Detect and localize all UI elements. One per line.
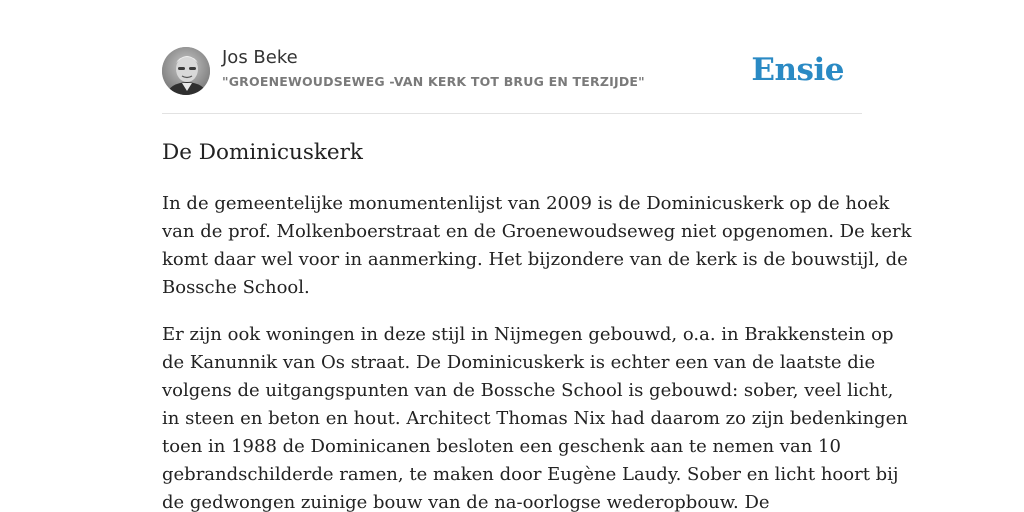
author-subtitle: "GROENEWOUDSEWEG -VAN KERK TOT BRUG EN TERZIJDE"	[222, 74, 645, 89]
paragraph	[162, 321, 908, 512]
text-line: gebrandschilderde ramen, te maken door Eugène Laudy. Sober en licht hoort bij	[162, 464, 899, 485]
divider	[162, 113, 862, 114]
brand-logo[interactable]: Ensie	[751, 52, 844, 88]
author-header	[162, 45, 862, 97]
text-line: komt daar wel voor in aanmerking. Het bijzondere van de kerk is de bouwstijl, de	[162, 249, 908, 270]
text-line: van de prof. Molkenboerstraat en de Groenewoudseweg niet opgenomen. De kerk	[162, 221, 912, 242]
text-line: Bossche School.	[162, 277, 310, 298]
text-line: de gedwongen zuinige bouw van de na-oorlogse wederopbouw. De	[162, 492, 770, 512]
article-body	[162, 190, 912, 512]
article-title: De Dominicuskerk	[162, 140, 363, 165]
author-name[interactable]: Jos Beke	[222, 47, 298, 68]
text-line: Er zijn ook woningen in deze stijl in Nijmegen gebouwd, o.a. in Brakkenstein op	[162, 324, 894, 345]
text-line: In de gemeentelijke monumentenlijst van 2009 is de Dominicuskerk op de hoek	[162, 193, 890, 214]
paragraph	[162, 190, 912, 302]
text-line: volgens de uitgangspunten van de Bossche School is gebouwd: sober, veel licht,	[162, 380, 894, 401]
text-line: de Kanunnik van Os straat. De Dominicuskerk is echter een van de laatste die	[162, 352, 876, 373]
text-line: in steen en beton en hout. Architect Thomas Nix had daarom zo zijn bedenkingen	[162, 408, 908, 429]
author-portrait-icon	[162, 47, 210, 95]
text-line: toen in 1988 de Dominicanen besloten een geschenk aan te nemen van 10	[162, 436, 841, 457]
avatar[interactable]	[162, 47, 210, 95]
